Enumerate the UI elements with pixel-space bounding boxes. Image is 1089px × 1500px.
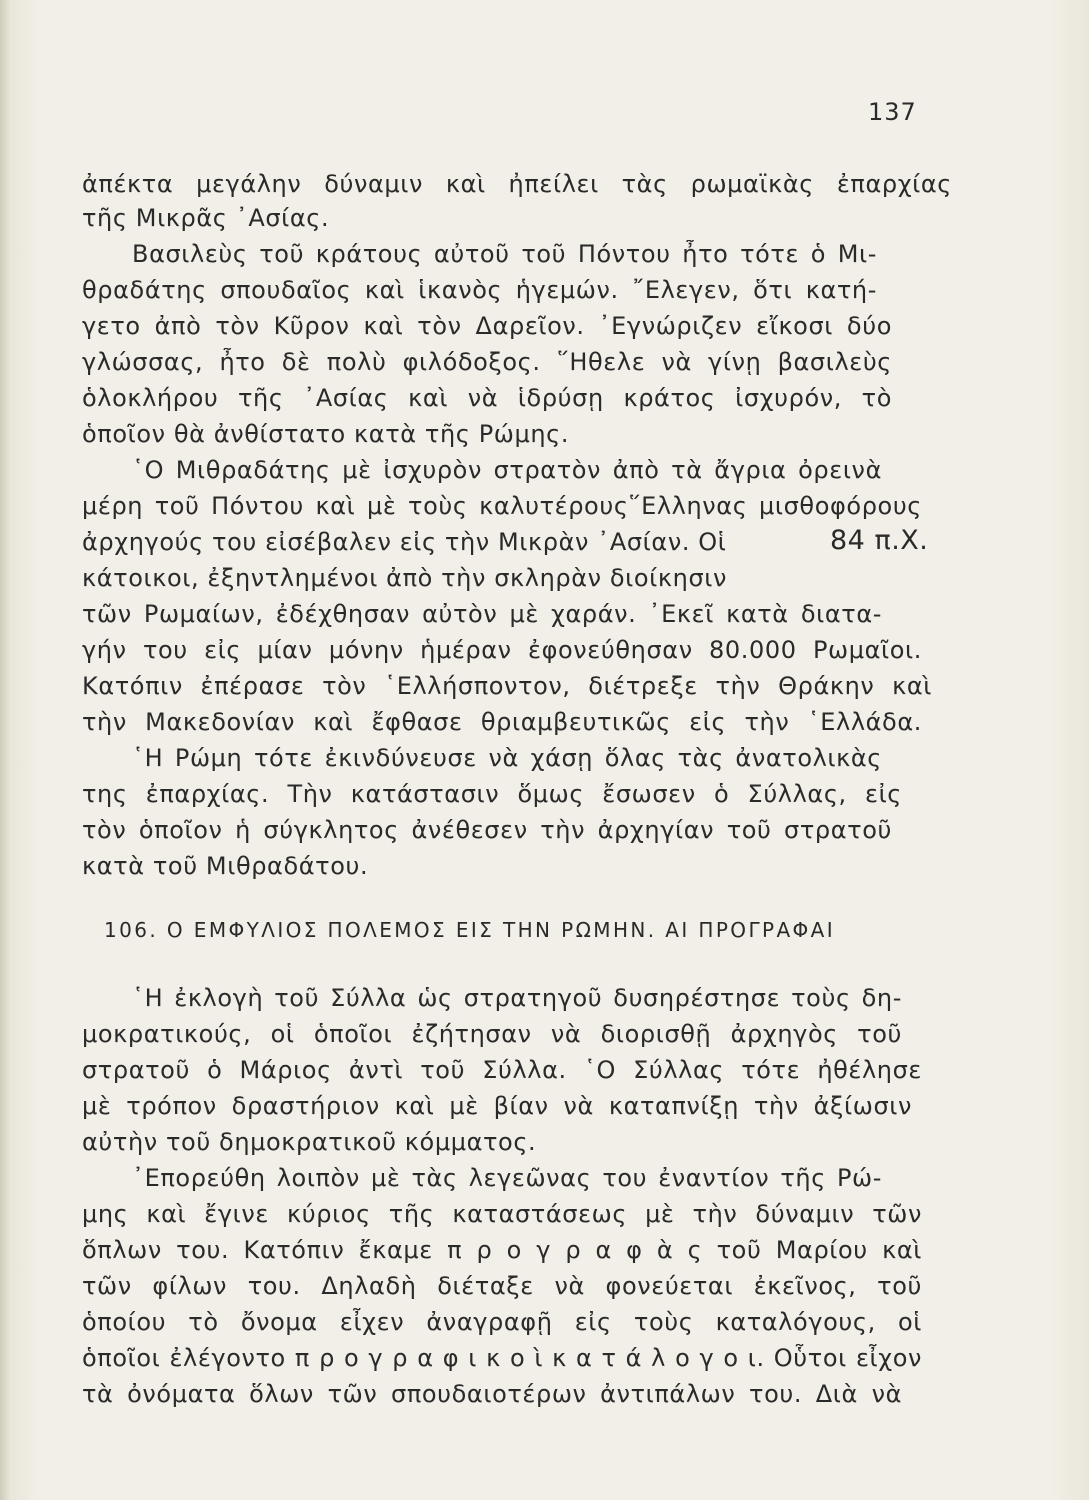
text-line: κάτοικοι, ἐξηντλημένοι ἀπὸ τὴν σκληρὰν διοίκησιν (82, 564, 727, 592)
text-line: ὁποῖον θὰ ἀνθίστατο κατὰ τῆς Ρώμης. (82, 420, 570, 448)
text-line: στρατοῦ ὁ Μάριος ἀντὶ τοῦ Σύλλα. ῾Ο Σύλλας τότε ἠθέλησε (82, 1056, 922, 1084)
text-line: μέρη τοῦ Πόντου καὶ μὲ τοὺς καλυτέρους῞Ελληνας μισθοφόρους (82, 492, 922, 520)
text-line: Βασιλεὺς τοῦ κράτους αὐτοῦ τοῦ Πόντου ἦτο τότε ὁ Μι- (132, 240, 877, 268)
text-line: ῾Η ἐκλογὴ τοῦ Σύλλα ὡς στρατηγοῦ δυσηρέστησε τοὺς δη- (132, 984, 902, 1012)
text-line: Κατόπιν ἐπέρασε τὸν ῾Ελλήσποντον, διέτρεξε τὴν Θράκην καὶ (82, 672, 932, 700)
text-line: ῾Η Ρώμη τότε ἐκινδύνευσε νὰ χάσῃ ὅλας τὰς ἀνατολικὰς (132, 744, 882, 772)
text-line: ῾Ο Μιθραδάτης μὲ ἰσχυρὸν στρατὸν ἀπὸ τὰ ἄγρια ὀρεινὰ (132, 456, 882, 484)
section-heading: 106. Ο ΕΜΦΥΛΙΟΣ ΠΟΛΕΜΟΣ ΕΙΣ ΤΗΝ ΡΩΜΗΝ. ΑΙ ΠΡΟΓΡΑΦΑΙ (104, 918, 836, 942)
text-line: ἀπέκτα μεγάλην δύναμιν καὶ ἠπείλει τὰς ρωμαϊκὰς ἐπαρχίας (82, 170, 952, 198)
text-line: μης καὶ ἔγινε κύριος τῆς καταστάσεως μὲ τὴν δύναμιν τῶν (82, 1200, 922, 1228)
text-line: ὁλοκλήρου τῆς ᾿Ασίας καὶ νὰ ἱδρύσῃ κράτος ἰσχυρόν, τὸ (82, 384, 892, 412)
text-line: τῆς Μικρᾶς ᾿Ασίας. (82, 204, 330, 232)
text-line: τὰ ὀνόματα ὅλων τῶν σπουδαιοτέρων ἀντιπάλων του. Διὰ νὰ (82, 1380, 902, 1408)
text-line: αὐτὴν τοῦ δημοκρατικοῦ κόμματος. (82, 1128, 537, 1156)
text-line: της ἐπαρχίας. Τὴν κατάστασιν ὅμως ἔσωσεν ὁ Σύλλας, εἰς (82, 780, 902, 808)
page-spine-shadow (0, 0, 10, 1500)
text-line: μὲ τρόπον δραστήριον καὶ μὲ βίαν νὰ καταπνίξῃ τὴν ἀξίωσιν (82, 1092, 912, 1120)
text-line: γετο ἀπὸ τὸν Κῦρον καὶ τὸν Δαρεῖον. ᾿Εγνώριζεν εἴκοσι δύο (82, 312, 892, 340)
text-line: γλώσσας, ἦτο δὲ πολὺ φιλόδοξος. ῞Ηθελε νὰ γίνῃ βασιλεὺς (82, 348, 892, 376)
text-line: γήν του εἰς μίαν μόνην ἡμέραν ἐφονεύθησαν 80.000 Ρωμαῖοι. (82, 636, 922, 664)
text-line: τὸν ὁποῖον ἡ σύγκλητος ἀνέθεσεν τὴν ἀρχηγίαν τοῦ στρατοῦ (82, 816, 892, 844)
text-line: ᾿Επορεύθη λοιπὸν μὲ τὰς λεγεῶνας του ἐναντίον τῆς Ρώ- (132, 1164, 882, 1192)
text-line: τῶν φίλων του. Δηλαδὴ διέταξε νὰ φονεύεται ἐκεῖνος, τοῦ (82, 1272, 922, 1300)
margin-date-note: 84 π.Χ. (830, 525, 929, 556)
text-line: κατὰ τοῦ Μιθραδάτου. (82, 852, 369, 880)
page-number: 137 (868, 98, 917, 126)
text-line: ὁποίου τὸ ὄνομα εἶχεν ἀναγραφῇ εἰς τοὺς καταλόγους, οἱ (82, 1308, 922, 1336)
text-line: μοκρατικούς, οἱ ὁποῖοι ἐζήτησαν νὰ διορισθῇ ἀρχηγὸς τοῦ (82, 1020, 902, 1048)
text-line: ὁποῖοι ἐλέγοντο π ρ ο γ ρ α φ ι κ ο ὶ κ α τ ά λ ο γ ο ι. Οὗτοι εἶχον (82, 1344, 922, 1372)
text-line: τῶν Ρωμαίων, ἐδέχθησαν αὐτὸν μὲ χαράν. ᾿Εκεῖ κατὰ διατα- (82, 600, 882, 628)
text-line: θραδάτης σπουδαῖος καὶ ἱκανὸς ἡγεμών. ῎Ελεγεν, ὅτι κατή- (82, 276, 877, 304)
text-line: ἀρχηγούς του εἰσέβαλεν εἰς τὴν Μικρὰν ᾿Ασίαν. Οἱ (82, 528, 727, 556)
text-line: ὅπλων του. Κατόπιν ἔκαμε π ρ ο γ ρ α φ ὰ ς τοῦ Μαρίου καὶ (82, 1236, 922, 1264)
text-line: τὴν Μακεδονίαν καὶ ἔφθασε θριαμβευτικῶς εἰς τὴν ῾Ελλάδα. (82, 708, 922, 736)
